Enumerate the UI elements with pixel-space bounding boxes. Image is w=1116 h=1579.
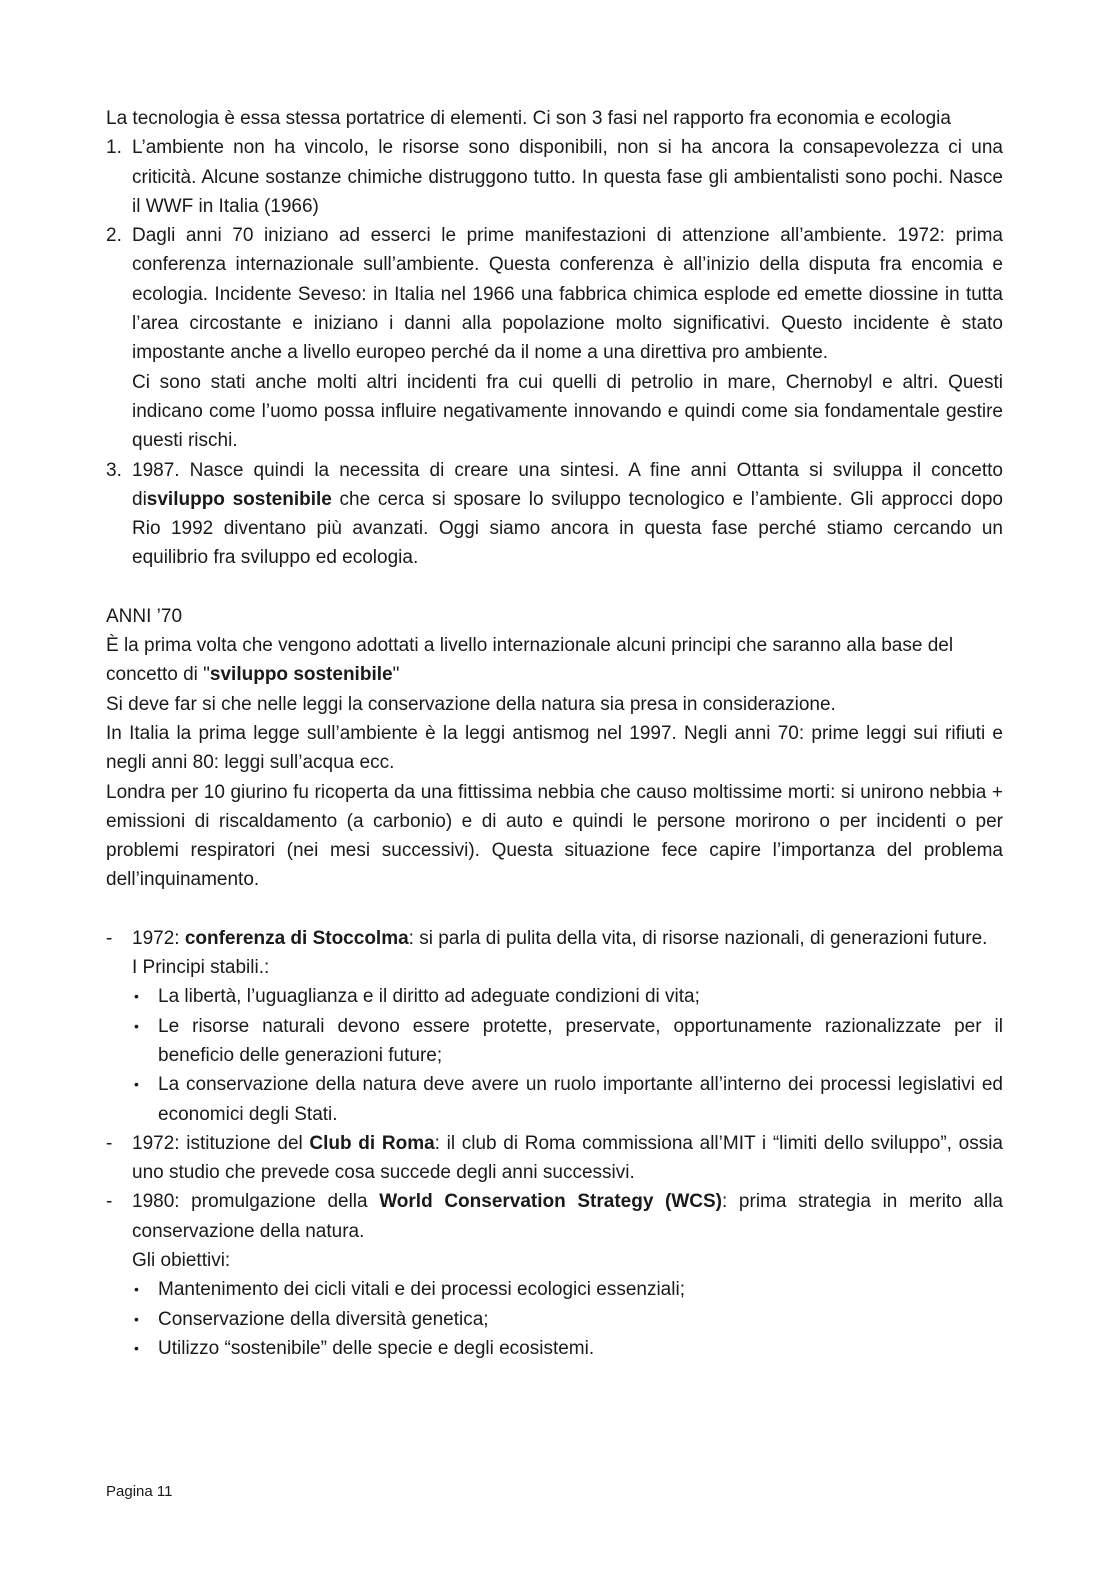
list-item [132,1070,1003,1129]
spacer [106,895,1003,924]
section-paragraph-2: Si deve far si che nelle leggi la conservazione della natura sia presa in considerazione. [106,693,836,715]
event-keyword: conferenza di Stoccolma [184,927,409,949]
dash-marker: - [106,927,113,949]
phase-item-1 [106,133,1003,221]
events-list [106,924,1003,1363]
bullet-text: La conservazione della natura deve avere un ruolo importante all’interno dei processi legislativi ed economici degli Stati. [158,1074,1003,1125]
phase-text-continued: Ci sono stati anche molti altri incidenti fra cui quelli di petrolio in mare, Chernobyl e altri. Questi indicano come l’uomo possa influire negativamente innovando e quindi come sia fondamentale gestire questi rischi. [132,371,1003,452]
event-item-2 [106,1129,1003,1188]
phases-list [106,133,1003,572]
list-marker: 2. [106,225,122,247]
section-text-end: " [392,664,400,686]
principles-list [132,982,1003,1128]
phase-item-3 [106,456,1003,573]
bullet-text: Le risorse naturali devono essere protette, preservate, opportunamente razionalizzate per il beneficio delle generazioni future; [158,1015,1003,1066]
event-text-end: : si parla di pulita della vita, di risorse nazionali, di generazioni future. [408,927,988,949]
list-item [132,1334,1003,1363]
event-keyword: Club di Roma [309,1132,435,1154]
bullet-text: Mantenimento dei cicli vitali e dei processi ecologici essenziali; [158,1279,685,1301]
event-text-end: : prima strategia in merito alla conservazione della natura. [132,1191,1003,1242]
spacer [106,573,1003,602]
section-text: È la prima volta che vengono adottati a livello internazionale alcuni principi che saranno alla base del concetto di " [106,635,954,686]
list-item [132,1305,1003,1334]
section-paragraph-4: Londra per 10 giurino fu ricoperta da una fittissima nebbia che causo moltissime morti: si unirono nebbia + emissioni di riscaldamento (a carbonio) e di auto e quindi le persone morirono o per incidenti o per problemi respiratori (nei mesi successivi). Questa situazione fece capire l’importanza del problema dell’inquinamento. [106,781,1003,891]
list-item [132,982,1003,1011]
bullet-marker: • [134,1310,139,1327]
event-text: 1972: [132,927,185,949]
bullet-marker: • [134,1017,139,1034]
event-subtitle: Gli obiettivi: [132,1249,231,1271]
bullet-marker: • [134,988,139,1005]
event-subtitle: I Principi stabili.: [132,957,270,979]
event-text: 1972: istituzione del [132,1132,310,1154]
bullet-marker: • [134,1339,139,1356]
page-content [106,104,1003,1363]
list-marker: 3. [106,459,122,481]
bullet-text: Utilizzo “sostenibile” delle specie e degli ecosistemi. [158,1337,595,1359]
phase-keyword: sviluppo sostenibile [146,488,332,510]
section-title: ANNI ’70 [106,605,183,627]
list-item [132,1012,1003,1071]
event-text: 1980: promulgazione della [132,1191,380,1213]
bullet-text: Conservazione della diversità genetica; [158,1308,489,1330]
phase-text: Dagli anni 70 iniziano ad esserci le prime manifestazioni di attenzione all’ambiente. 1972: prima conferenza internazionale sull’ambiente. Questa conferenza è all’inizio della disputa fra encomia e ecologia. Incidente Seveso: in Italia nel 1966 una fabbrica chimica esplode ed emette diossine in tutta l’area circostante e iniziano i danni alla popolazione molto significativi. Questo incidente è stato impostante anche a livello europeo perché da il nome a una direttiva pro ambiente. [132,225,1003,364]
section-paragraph-1 [106,631,1003,690]
bullet-marker: • [134,1281,139,1298]
section-paragraph-3: In Italia la prima legge sull’ambiente è la leggi antismog nel 1997. Negli anni 70: prime leggi sui rifiuti e negli anni 80: leggi sull’acqua ecc. [106,722,1003,774]
phase-text: 1987. Nasce quindi la necessita di creare una sintesi. A fine anni Ottanta si sviluppa il concetto di [132,459,1003,510]
phase-item-2 [106,221,1003,455]
page-number: Pagina 11 [106,1483,173,1500]
intro-paragraph: La tecnologia è essa stessa portatrice di elementi. Ci son 3 fasi nel rapporto fra economia e ecologia [106,108,951,129]
bullet-marker: • [134,1076,139,1093]
phase-text-end: che cerca si sposare lo sviluppo tecnologico e l’ambiente. Gli approcci dopo Rio 1992 diventano più avanzati. Oggi siamo ancora in questa fase perché stiamo cercando un equilibrio fra sviluppo ed ecologia. [132,488,1003,569]
phase-text: L’ambiente non ha vincolo, le risorse sono disponibili, non si ha ancora la consapevolezza ci una criticità. Alcune sostanze chimiche distruggono tutto. In questa fase gli ambientalisti sono pochi. Nasce il WWF in Italia (1966) [132,137,1003,217]
event-item-1 [106,924,1003,1129]
dash-marker: - [106,1132,113,1154]
list-marker: 1. [106,137,122,159]
event-item-3 [106,1187,1003,1363]
list-item [132,1275,1003,1304]
dash-marker: - [106,1191,113,1213]
event-text-end: : il club di Roma commissiona all’MIT i “limiti dello sviluppo”, ossia uno studio che prevede cosa succede degli anni successivi. [132,1132,1003,1184]
event-keyword: World Conservation Strategy (WCS) [379,1191,723,1213]
objectives-list [132,1275,1003,1363]
bullet-text: La libertà, l’uguaglianza e il diritto ad adeguate condizioni di vita; [158,986,700,1008]
section-keyword: sviluppo sostenibile [209,664,393,686]
